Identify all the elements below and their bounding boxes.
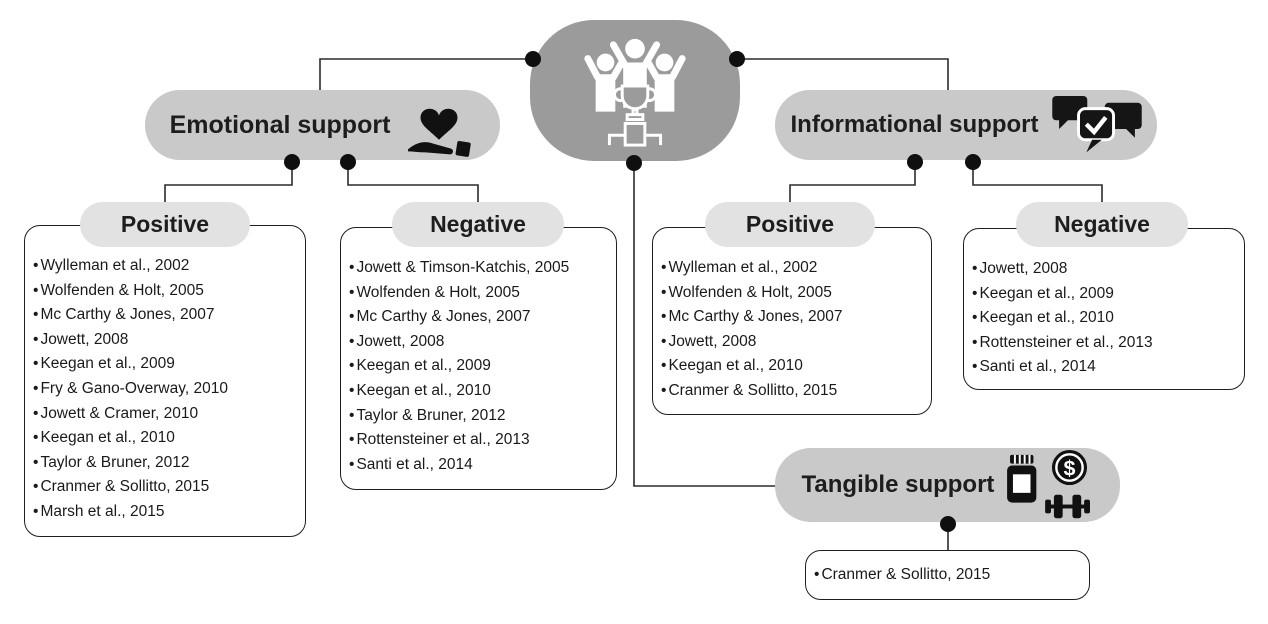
tangible-support-pill xyxy=(775,448,1120,522)
emotional-positive-header: Positive xyxy=(80,202,250,247)
citation-item: • Cranmer & Sollitto, 2015 xyxy=(661,379,925,404)
citation-item: • Wolfenden & Holt, 2005 xyxy=(661,281,925,306)
citation-item: • Jowett & Timson-Katchis, 2005 xyxy=(349,256,610,281)
citation-item: • Rottensteiner et al., 2013 xyxy=(349,428,610,453)
citation-item: • Keegan et al., 2010 xyxy=(33,426,299,451)
emotional-positive-box xyxy=(24,225,306,537)
citation-item: • Wolfenden & Holt, 2005 xyxy=(33,279,299,304)
citation-item: • Taylor & Bruner, 2012 xyxy=(349,404,610,429)
citation-item: • Jowett, 2008 xyxy=(349,330,610,355)
citation-item: • Keegan et al., 2009 xyxy=(349,354,610,379)
citation-item: • Rottensteiner et al., 2013 xyxy=(972,331,1238,356)
citation-item: • Jowett, 2008 xyxy=(972,257,1238,282)
informational-support-pill xyxy=(775,90,1157,160)
citation-item: • Fry & Gano-Overway, 2010 xyxy=(33,377,299,402)
heart-in-hand-icon xyxy=(403,100,475,162)
citation-item: • Jowett, 2008 xyxy=(33,328,299,353)
central-node xyxy=(530,20,740,161)
citation-item: • Mc Carthy & Jones, 2007 xyxy=(349,305,610,330)
informational-support-label: Informational support xyxy=(790,111,1039,138)
tangible-box xyxy=(805,550,1090,600)
emotional-negative-box xyxy=(340,227,617,490)
emotional-support-pill xyxy=(145,90,500,160)
citation-item: • Taylor & Bruner, 2012 xyxy=(33,451,299,476)
team-trophy-icon xyxy=(576,35,694,147)
informational-negative-header: Negative xyxy=(1016,202,1188,247)
informational-positive-box xyxy=(652,227,932,415)
citation-item: • Keegan et al., 2009 xyxy=(33,352,299,377)
emotional-negative-header: Negative xyxy=(392,202,564,247)
speech-bubbles-check-icon xyxy=(1052,96,1142,166)
citation-item: • Cranmer & Sollitto, 2015 xyxy=(33,475,299,500)
informational-negative-box xyxy=(963,228,1245,390)
svg-text:$: $ xyxy=(1063,456,1076,481)
citation-item: • Keegan et al., 2009 xyxy=(972,282,1238,307)
tangible-support-label: Tangible support xyxy=(801,471,995,498)
citation-item: • Santi et al., 2014 xyxy=(972,355,1238,380)
emotional-support-label: Emotional support xyxy=(169,110,391,139)
citation-item: • Cranmer & Sollitto, 2015 xyxy=(814,563,1083,588)
citation-item: • Mc Carthy & Jones, 2007 xyxy=(33,303,299,328)
citation-list xyxy=(33,254,299,525)
citation-list xyxy=(349,256,610,477)
citation-item: • Jowett & Cramer, 2010 xyxy=(33,402,299,427)
informational-positive-header: Positive xyxy=(705,202,875,247)
citation-list xyxy=(814,563,1083,588)
citation-item: • Marsh et al., 2015 xyxy=(33,500,299,525)
supplements-money-dumbbell-icon xyxy=(1007,448,1093,526)
citation-item: • Keegan et al., 2010 xyxy=(661,354,925,379)
citation-item: • Mc Carthy & Jones, 2007 xyxy=(661,305,925,330)
citation-list xyxy=(972,257,1238,380)
citation-list xyxy=(661,256,925,404)
citation-item: • Keegan et al., 2010 xyxy=(972,306,1238,331)
citation-item: • Keegan et al., 2010 xyxy=(349,379,610,404)
citation-item: • Wylleman et al., 2002 xyxy=(661,256,925,281)
citation-item: • Wylleman et al., 2002 xyxy=(33,254,299,279)
citation-item: • Wolfenden & Holt, 2005 xyxy=(349,281,610,306)
citation-item: • Jowett, 2008 xyxy=(661,330,925,355)
citation-item: • Santi et al., 2014 xyxy=(349,453,610,478)
